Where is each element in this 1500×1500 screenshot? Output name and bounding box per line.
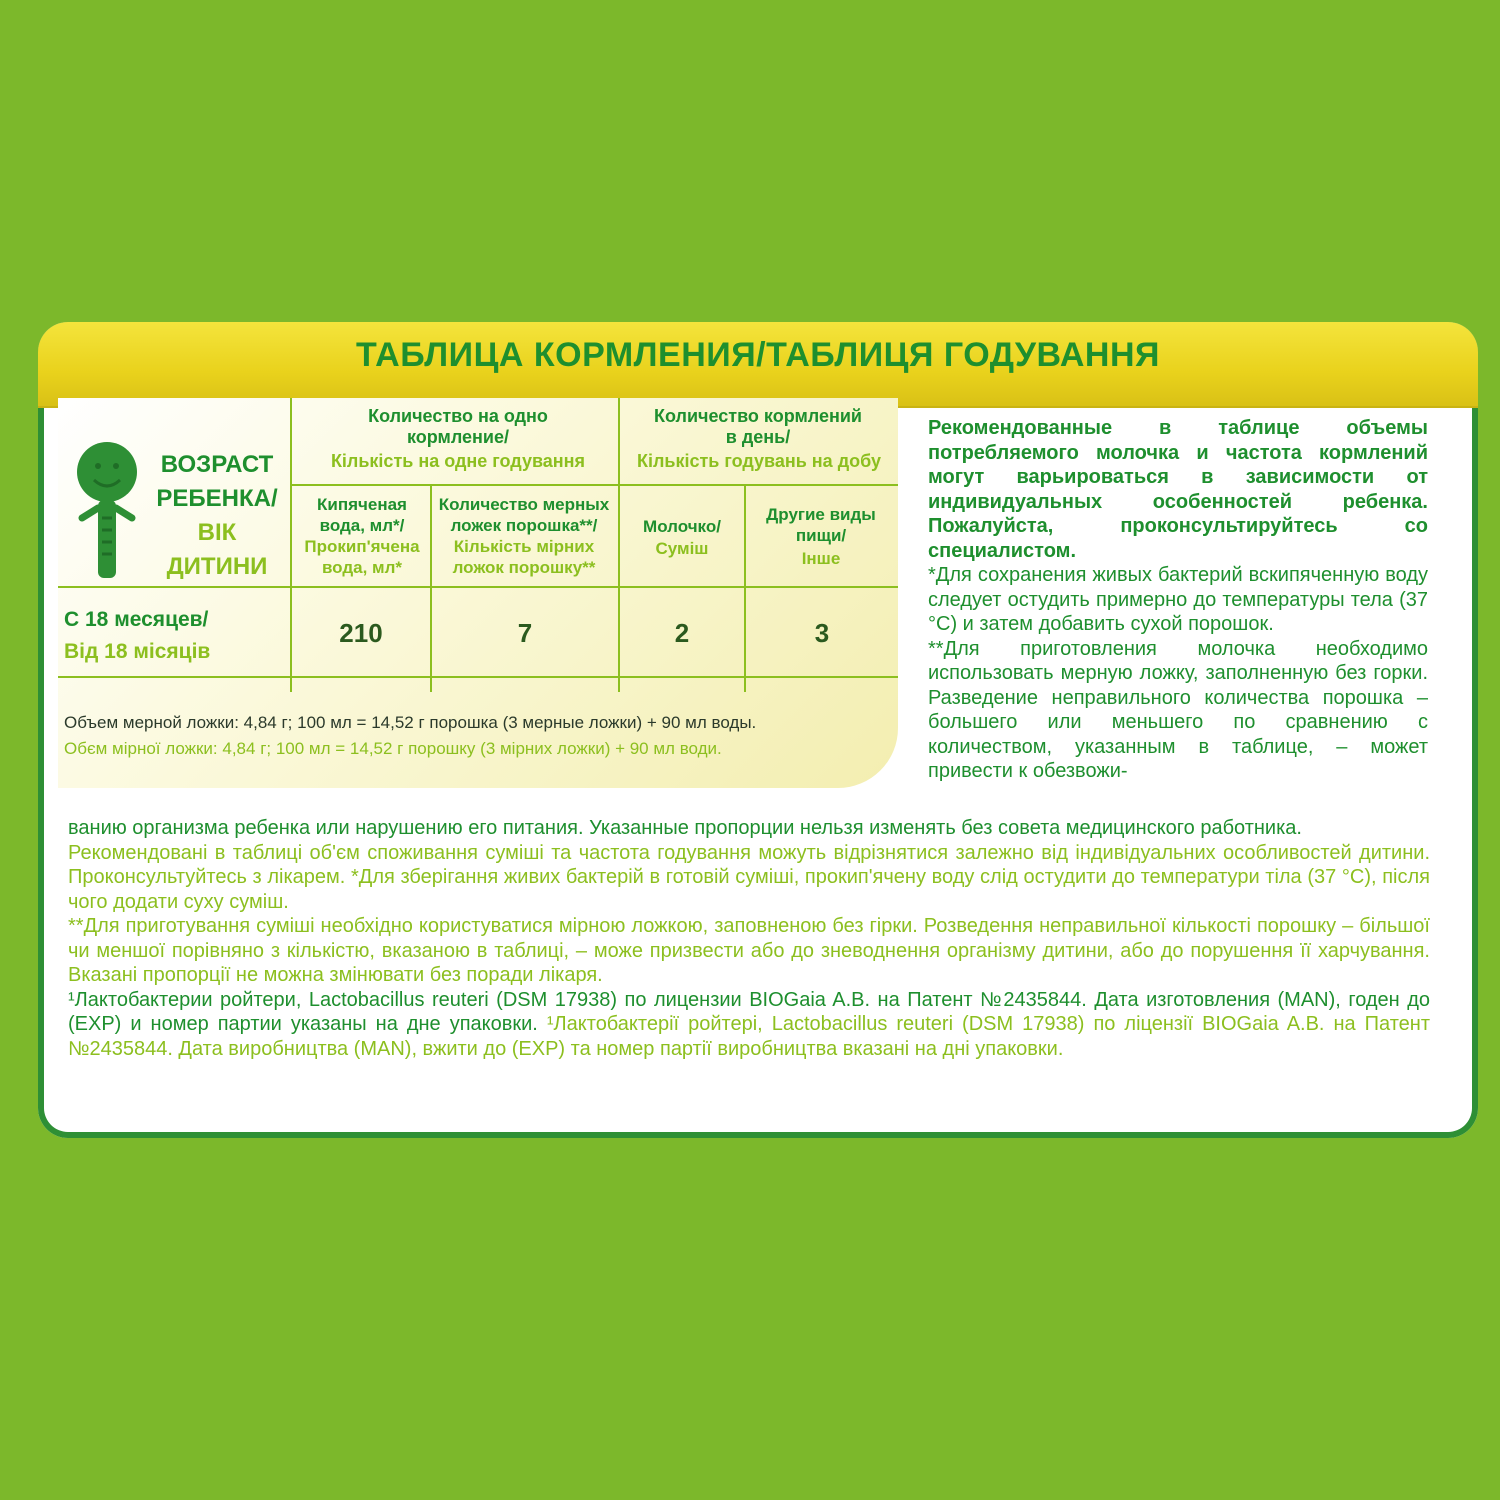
- row-other-value: 3: [814, 618, 830, 648]
- spoons-header-ua: Кількість мірних ложок порошку**: [452, 537, 596, 577]
- per-feed-header-ua: Кількість на одне годування: [330, 451, 586, 471]
- per-feed-header-ru: Количество на одно кормление/: [368, 406, 548, 447]
- other-header-ua: Інше: [801, 549, 841, 568]
- row-age-ru: С 18 месяцев/: [64, 608, 209, 631]
- age-header-ua: ВІК ДИТИНИ: [166, 519, 268, 580]
- milk-header-ua: Суміш: [655, 539, 709, 558]
- table-divider: [290, 484, 898, 486]
- footnote-dstar-ru-2: ванию организма ребенка или нарушению его питания. Указанные пропорции нельзя изменять без совета медицинского работника.: [68, 817, 1302, 839]
- recommendation-ua: Рекомендовані в таблиці об'єм споживання суміші та частота годування можуть відрізнятися залежно від індивідуальних особливостей дитини. Проконсультуйтесь з лікарем. *Для зберігання живих бактерій в готовій суміші, прокип'ячену воду слід остудити до температури тіла (37 °C), після чого додати суху суміш.: [68, 841, 1430, 913]
- footnote-dstar-ua: **Для приготування суміші необхідно користуватися мірною ложкою, заповненою без гірки. Розведення неправильної кількості порошку – більшої чи меншої порівняно з кількістю, вказаною в таблиці, – може призвести або до зневоднення організму дитини, або до порушення її харчування. Вказані пропорції не можна змінювати без поради лікаря.: [68, 915, 1430, 986]
- feeding-card-content: [38, 322, 1478, 1138]
- full-width-text: [68, 816, 1430, 1061]
- age-header-ru: ВОЗРАСТ РЕБЕНКА/: [156, 451, 278, 512]
- other-header-ru: Другие виды пищи/: [766, 505, 876, 545]
- spoons-header-ru: Количество мерных ложек порошка**/: [438, 495, 610, 535]
- milk-header-ru: Молочко/: [643, 517, 721, 536]
- row-age-ua: Від 18 місяців: [64, 640, 211, 663]
- recommendation-ru: Рекомендованные в таблице объемы потребляемого молочка и частота кормлений могут варьироваться в зависимости от индивидуальных особенностей ребенка. Пожалуйста, проконсультируйтесь со специалистом.: [928, 417, 1428, 562]
- spoon-note-ua: Обєм мірної ложки: 4,84 г; 100 мл = 14,52 г порошку (3 мірних ложки) + 90 мл води.: [64, 739, 722, 758]
- per-day-header-ru: Количество кормлений в день/: [654, 406, 862, 447]
- title-banner: [38, 322, 1478, 408]
- water-header-ua: Прокип'ячена вода, мл*: [304, 537, 420, 577]
- table-divider: [744, 486, 746, 692]
- table-divider: [58, 676, 898, 678]
- row-spoons-value: 7: [517, 618, 533, 648]
- footnote-dstar-ru-1: **Для приготовления молочка необходимо использовать мерную ложку, заполненную без горки. Разведение неправильного количества порошка – большего или меньшего по сравнению с количеством, указанным в таблице, – может привести к обезвожи-: [928, 637, 1428, 782]
- table-divider: [58, 586, 898, 588]
- lacto-note-ua: ¹Лактобактерії ройтері, Lactobacillus reuteri (DSM 17938) по ліцензії BIOGaia A.B. на Патент №2435844. Дата виробництва (MAN), вжити до (EXP) та номер партії виробництва вказані на дні упаковки.: [68, 1013, 1430, 1060]
- per-day-header-ua: Кількість годувань на добу: [636, 451, 882, 471]
- spoon-note-ru: Объем мерной ложки: 4,84 г; 100 мл = 14,52 г порошка (3 мерные ложки) + 90 мл воды.: [64, 713, 757, 732]
- page-title: ТАБЛИЦА КОРМЛЕНИЯ/ТАБЛИЦЯ ГОДУВАННЯ: [356, 336, 1160, 374]
- row-water-value: 210: [339, 618, 383, 648]
- table-divider: [430, 486, 432, 692]
- row-milk-value: 2: [674, 618, 690, 648]
- footnote-star-ru: *Для сохранения живых бактерий вскипяченную воду следует остудить примерно до температуры тела (37 °C) и затем добавить сухой порошок.: [928, 564, 1428, 635]
- right-column-text: [928, 416, 1428, 784]
- spoon-mascot-icon: [72, 438, 142, 588]
- water-header-ru: Кипяченая вода, мл*/: [317, 495, 407, 535]
- lacto-note-ru: ¹Лактобактерии ройтери, Lactobacillus reuteri (DSM 17938) по лицензии BIOGaia A.B. на Патент №2435844. Дата изготовления (MAN), годен до (EXP) и номер партии указаны на дне упаковки.: [68, 988, 1430, 1035]
- feeding-table: [58, 398, 898, 788]
